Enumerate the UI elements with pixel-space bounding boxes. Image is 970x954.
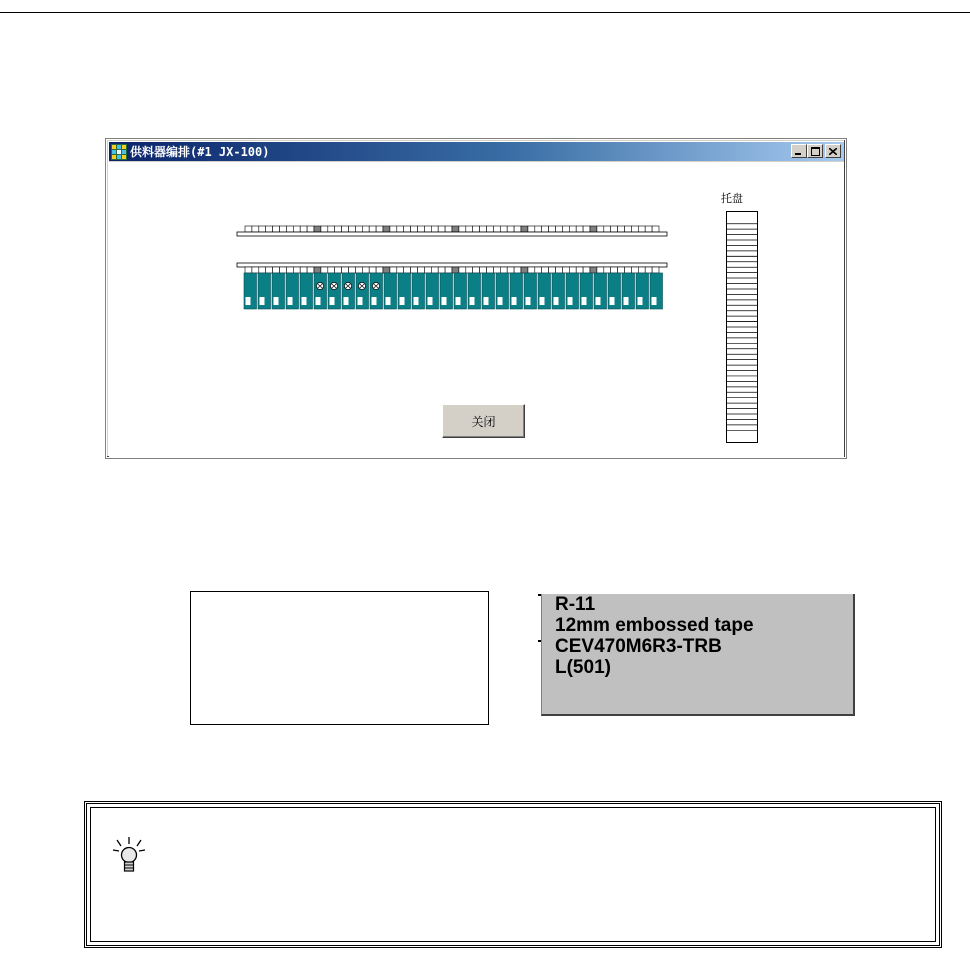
rail-cell: [556, 267, 563, 273]
rail-cell: [521, 267, 528, 273]
rail-cell: [431, 226, 438, 232]
rail-cell: [549, 226, 556, 232]
rail-cell: [438, 226, 445, 232]
rail-cell: [583, 226, 590, 232]
rail-cell: [438, 267, 445, 273]
rail-cell: [507, 226, 514, 232]
rail-cell: [590, 226, 597, 232]
feeder-slot[interactable]: [342, 273, 355, 309]
close-button[interactable]: 关闭: [442, 404, 525, 438]
rail-cell: [362, 226, 369, 232]
rail-cell: [418, 226, 425, 232]
feeder-slot[interactable]: [538, 273, 551, 309]
tooltip-line-location: L(501): [555, 657, 611, 678]
rail-cell: [480, 226, 487, 232]
rail-cell: [245, 226, 252, 232]
rail-cell: [390, 226, 397, 232]
rail-cell: [459, 226, 466, 232]
rail-cell: [280, 226, 287, 232]
feeder-slot[interactable]: [524, 273, 537, 309]
feeder-slot[interactable]: [636, 273, 649, 309]
rail-cell: [500, 267, 507, 273]
rail-cell: [528, 226, 535, 232]
rail-cell: [266, 226, 273, 232]
feeder-slot[interactable]: [314, 273, 327, 309]
feeder-tooltip: [541, 594, 855, 716]
rail-cell: [300, 267, 307, 273]
feeder-slot[interactable]: [398, 273, 411, 309]
feeder-bank-diagram: [229, 222, 669, 322]
rail-cell: [349, 226, 356, 232]
rail-cell: [652, 267, 659, 273]
rail-cell: [300, 226, 307, 232]
feeder-slot[interactable]: [258, 273, 271, 309]
rail-cell: [445, 226, 452, 232]
rail-cell: [542, 267, 549, 273]
rail-cell: [383, 267, 390, 273]
rail-cell: [487, 267, 494, 273]
rail-cell: [625, 226, 632, 232]
rail-cell: [535, 267, 542, 273]
rail-cell: [307, 226, 314, 232]
feeder-slot[interactable]: [468, 273, 481, 309]
maximize-button[interactable]: [807, 144, 823, 158]
feeder-slot[interactable]: [300, 273, 313, 309]
minimize-button[interactable]: [791, 144, 807, 158]
tray-label: 托盘: [721, 192, 743, 205]
rail-cell: [480, 267, 487, 273]
rail-cell: [645, 226, 652, 232]
feeder-slot[interactable]: [412, 273, 425, 309]
rail-cell: [266, 267, 273, 273]
rail-cell: [638, 226, 645, 232]
rail-cell: [487, 226, 494, 232]
rail-cell: [569, 226, 576, 232]
rail-cell: [625, 267, 632, 273]
rail-cell: [514, 267, 521, 273]
maximize-icon: [811, 147, 820, 156]
feeder-slot[interactable]: [650, 273, 663, 309]
rail-cell: [307, 267, 314, 273]
blank-panel: [190, 591, 489, 725]
hint-box: [84, 801, 942, 948]
rail-cell: [576, 267, 583, 273]
rail-cell: [280, 267, 287, 273]
app-icon: [111, 144, 127, 160]
feeder-slot[interactable]: [426, 273, 439, 309]
rail-cell: [355, 226, 362, 232]
rail-cell: [528, 267, 535, 273]
feeder-slot[interactable]: [454, 273, 467, 309]
window-title: 供料器编排(#1 JX-100): [130, 145, 270, 159]
rail-cell: [618, 267, 625, 273]
rail-cell: [445, 267, 452, 273]
rail-cell: [390, 267, 397, 273]
rail-cell: [521, 226, 528, 232]
tooltip-line-part-number: CEV470M6R3-TRB: [555, 636, 722, 657]
rail-cell: [507, 267, 514, 273]
window-titlebar[interactable]: [109, 142, 844, 161]
rail-cell: [542, 226, 549, 232]
rail-cell: [604, 267, 611, 273]
feeder-slot[interactable]: [608, 273, 621, 309]
feeder-slot[interactable]: [496, 273, 509, 309]
rail-cell: [549, 267, 556, 273]
rail-cell: [328, 267, 335, 273]
rail-cell: [424, 267, 431, 273]
rail-cell: [321, 226, 328, 232]
rail-cell: [286, 226, 293, 232]
rail-cell: [328, 226, 335, 232]
rail-cell: [514, 226, 521, 232]
rail-cell: [397, 267, 404, 273]
feeder-slot[interactable]: [244, 273, 257, 309]
rail-cell: [369, 267, 376, 273]
feeder-slot[interactable]: [594, 273, 607, 309]
rail-cell: [411, 226, 418, 232]
tray-stack[interactable]: [726, 211, 758, 443]
rail-cell: [259, 226, 266, 232]
feeder-slot[interactable]: [328, 273, 341, 309]
page-top-rule: [0, 12, 970, 13]
rail-cell: [314, 226, 321, 232]
rail-cell: [652, 226, 659, 232]
feeder-slot[interactable]: [272, 273, 285, 309]
rail-cell: [473, 267, 480, 273]
rail-cell: [252, 267, 259, 273]
rail-cell: [314, 267, 321, 273]
rail-cell: [631, 267, 638, 273]
rail-cell: [583, 267, 590, 273]
feeder-slot[interactable]: [286, 273, 299, 309]
rail-cell: [500, 226, 507, 232]
rail-cell: [535, 226, 542, 232]
rail-cell: [597, 226, 604, 232]
rail-cell: [286, 267, 293, 273]
rail-cell: [562, 226, 569, 232]
rail-cell: [562, 267, 569, 273]
rail-cell: [590, 267, 597, 273]
rail-cell: [493, 267, 500, 273]
rail-cell: [556, 226, 563, 232]
rail-cell: [418, 267, 425, 273]
rail-cell: [369, 226, 376, 232]
tooltip-line-feeder-id: R-11: [555, 594, 596, 615]
rail-cell: [473, 226, 480, 232]
close-icon: [829, 148, 837, 155]
rail-cell: [259, 267, 266, 273]
rail-cell: [459, 267, 466, 273]
rail-cell: [404, 267, 411, 273]
rail-cell: [293, 226, 300, 232]
feeder-slot[interactable]: [566, 273, 579, 309]
rail-cell: [611, 267, 618, 273]
feeder-slot[interactable]: [384, 273, 397, 309]
rail-cell: [452, 267, 459, 273]
lightbulb-icon: [111, 836, 147, 876]
feeder-slot[interactable]: [580, 273, 593, 309]
minimize-icon: [795, 148, 803, 155]
tooltip-line-tape-type: 12mm embossed tape: [555, 615, 754, 636]
rail-cell: [355, 267, 362, 273]
rail-cell: [569, 267, 576, 273]
rail-cell: [411, 267, 418, 273]
rail-cell: [645, 267, 652, 273]
feeder-slot[interactable]: [482, 273, 495, 309]
rail-cell: [335, 226, 342, 232]
feeder-slot[interactable]: [440, 273, 453, 309]
rail-cell: [404, 226, 411, 232]
rail-cell: [321, 267, 328, 273]
upper-rail: [237, 232, 667, 236]
rail-cell: [638, 267, 645, 273]
rail-cell: [376, 226, 383, 232]
feeder-arrangement-window: [106, 139, 846, 458]
lower-rail: [237, 263, 667, 267]
rail-cell: [362, 267, 369, 273]
rail-cell: [618, 226, 625, 232]
rail-cell: [245, 267, 252, 273]
rail-cell: [273, 267, 280, 273]
feeder-slot[interactable]: [552, 273, 565, 309]
close-window-button[interactable]: [825, 144, 841, 158]
rail-cell: [383, 226, 390, 232]
rail-cell: [342, 226, 349, 232]
rail-cell: [349, 267, 356, 273]
rail-cell: [424, 226, 431, 232]
feeder-slot[interactable]: [510, 273, 523, 309]
rail-cell: [397, 226, 404, 232]
rail-cell: [466, 267, 473, 273]
rail-cell: [576, 226, 583, 232]
feeder-slot[interactable]: [622, 273, 635, 309]
rail-cell: [611, 226, 618, 232]
rail-cell: [452, 226, 459, 232]
rail-cell: [493, 226, 500, 232]
rail-cell: [604, 226, 611, 232]
rail-cell: [293, 267, 300, 273]
rail-cell: [342, 267, 349, 273]
rail-cell: [597, 267, 604, 273]
rail-cell: [466, 226, 473, 232]
rail-cell: [431, 267, 438, 273]
rail-cell: [335, 267, 342, 273]
rail-cell: [376, 267, 383, 273]
feeder-slot[interactable]: [370, 273, 383, 309]
rail-cell: [273, 226, 280, 232]
feeder-slot[interactable]: [356, 273, 369, 309]
rail-cell: [252, 226, 259, 232]
rail-cell: [631, 226, 638, 232]
window-client-area: [109, 161, 844, 457]
